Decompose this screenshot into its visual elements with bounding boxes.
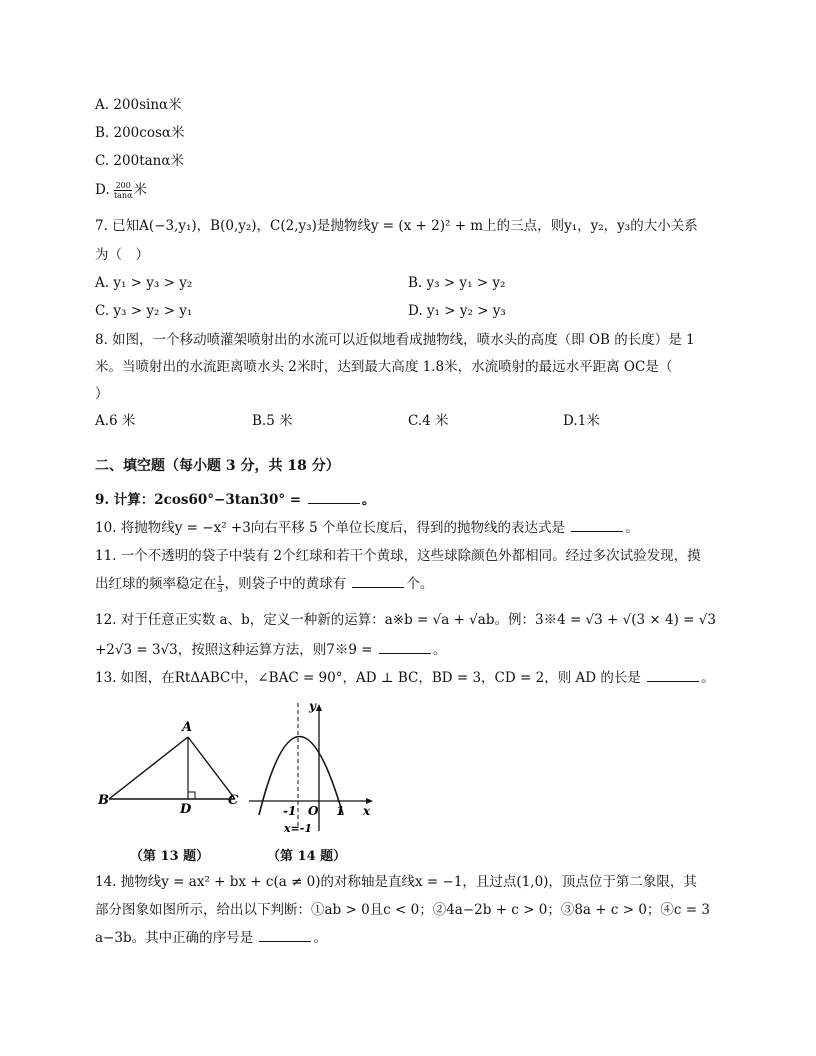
q6-option-b: B. 200cosα米: [95, 125, 185, 141]
q7-stem-line1: 7. 已知A(−3,y₁)，B(0,y₂)，C(2,y₃)是抛物线y = (x + 2)² + m上的三点，则y₁，y₂，y₃的大小关系: [95, 218, 698, 234]
q13: [95, 668, 715, 688]
label-o: O: [308, 804, 319, 818]
q14-line3: [95, 928, 327, 948]
q13-text: 13. 如图，在RtΔABC中，∠BAC = 90°，AD ⊥ BC，BD = 3，CD = 2，则 AD 的长是: [95, 670, 646, 686]
section-title: 二、填空题（每小题 3 分，共 18 分）: [95, 458, 340, 474]
q13-answer-blank[interactable]: [647, 669, 699, 682]
q8-option-a: A.6 米: [95, 413, 136, 429]
q11-line2-pre: 出红球的频率稳定在: [95, 576, 217, 592]
q11-line2-post: ，则袋子中的黄球有: [224, 576, 351, 592]
q13-end: 。: [701, 670, 715, 686]
q8-option-c: C.4 米: [408, 413, 449, 429]
q14-end: 。: [313, 930, 327, 946]
q8-options-row: [95, 411, 735, 431]
q8-option-b: B.5 米: [252, 413, 293, 429]
q14-line1: 14. 抛物线y = ax² + bx + c(a ≠ 0)的对称轴是直线x = −1，且过点(1,0)，顶点位于第二象限，其: [95, 874, 697, 890]
q11-answer-blank[interactable]: [352, 575, 404, 588]
label-a: A: [182, 720, 193, 735]
q10-text: 10. 将抛物线y = −x² +3向右平移 5 个单位长度后，得到的抛物线的表达式是: [95, 520, 570, 536]
q12-line2-text: +2√3 = 3√3，按照这种运算方法，则7※9 =: [95, 642, 377, 658]
label-x: x: [363, 804, 371, 818]
label-c: C: [228, 793, 239, 808]
q11-end: 个。: [406, 576, 434, 592]
right-angle-mark: [188, 792, 195, 799]
figure-14-parabola: [245, 695, 380, 835]
label-symmetry-line: x=-1: [284, 822, 312, 835]
segment-ab: [109, 737, 188, 799]
q6-option-d-denominator: tanα: [113, 191, 133, 200]
q6-option-d-suffix: 米: [133, 182, 147, 198]
q6-option-d-fraction: [114, 181, 133, 200]
q7-option-a: A. y₁ > y₃ > y₂: [95, 275, 193, 291]
figure-13-triangle: [95, 715, 255, 815]
q12-line2: [95, 640, 446, 660]
q14-line2: 部分图象如图所示，给出以下判断：①ab > 0且c < 0；②4a−2b + c > 0；③8a + c > 0；④c = 3: [95, 902, 710, 918]
q7-option-b: B. y₃ > y₁ > y₂: [408, 275, 506, 291]
q11-fraction-numerator: 1: [217, 575, 223, 584]
q8-option-d: D.1米: [563, 413, 600, 429]
q12-answer-blank[interactable]: [379, 641, 431, 654]
q6-option-c: C. 200tanα米: [95, 153, 184, 169]
q12-line1: 12. 对于任意正实数 a、b，定义一种新的运算：a※b = √a + √ab。例：3※4 = √3 + √(3 × 4) = √3: [95, 612, 716, 628]
segment-ac: [188, 737, 235, 799]
y-axis-arrow-icon: [316, 704, 322, 711]
label-y: y: [309, 699, 316, 713]
figure-14-caption: （第 14 题）: [267, 849, 347, 864]
label-1: 1: [336, 804, 345, 818]
q9-answer-blank[interactable]: [308, 491, 360, 504]
figure-13-caption: （第 13 题）: [130, 849, 210, 864]
q9-end: 。: [361, 492, 376, 508]
q8-stem-line3: ）: [95, 386, 109, 402]
q11-line2: [95, 574, 433, 594]
q11-line1: 11. 一个不透明的袋子中装有 2个红球和若干个黄球，这些球除颜色外都相同。经过多次试验发现，摸: [95, 548, 701, 564]
label-b: B: [98, 793, 109, 808]
q8-stem-line2: 米。当喷射出的水流距离喷水头 2米时，达到最大高度 1.8米，水流喷射的最远水平距离 OC是（: [95, 359, 673, 375]
q10-end: 。: [625, 520, 639, 536]
q6-option-d-numerator: 200: [115, 181, 131, 190]
q7-options-row1: [95, 273, 735, 293]
q7-options-row2: [95, 301, 735, 321]
label-d: D: [180, 802, 192, 815]
q7-stem-line2: 为（ ）: [95, 247, 149, 263]
q11-fraction-denominator: 3: [217, 585, 223, 594]
label-neg1: -1: [283, 804, 297, 818]
q9-text: 9. 计算：2cos60°−3tan30° =: [95, 492, 306, 508]
q6-option-a: A. 200sinα米: [95, 97, 182, 113]
q10-answer-blank[interactable]: [571, 519, 623, 532]
q14-answer-blank[interactable]: [259, 929, 311, 942]
q8-stem-line1: 8. 如图，一个移动喷灌架喷射出的水流可以近似地看成抛物线，喷水头的高度（即 OB 的长度）是 1: [95, 332, 695, 348]
q6-option-d: [95, 180, 147, 200]
q14-line3-text: a−3b。其中正确的序号是: [95, 930, 258, 946]
q7-option-d: D. y₁ > y₂ > y₃: [408, 303, 506, 319]
q12-end: 。: [432, 642, 447, 658]
q10: [95, 518, 639, 538]
q7-option-c: C. y₃ > y₂ > y₁: [95, 303, 193, 319]
q9: [95, 490, 375, 510]
q11-fraction: [217, 575, 224, 594]
parabola-curve: [259, 737, 343, 816]
q6-option-d-prefix: D.: [95, 182, 114, 198]
